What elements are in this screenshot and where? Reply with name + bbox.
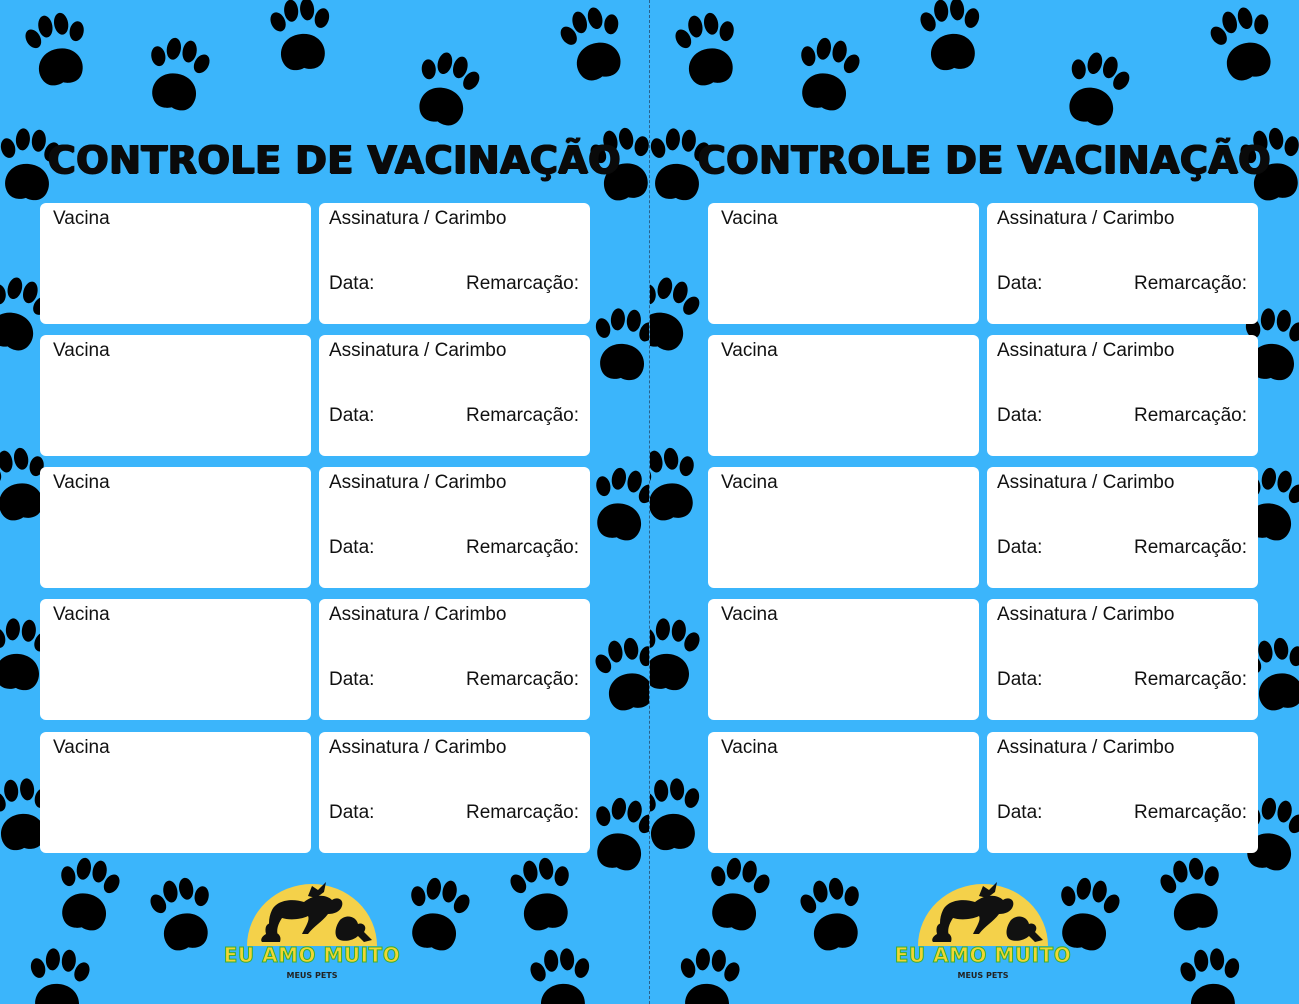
- vaccine-label: Vacina: [721, 472, 778, 493]
- vaccine-label: Vacina: [721, 604, 778, 625]
- signature-field[interactable]: [987, 335, 1258, 456]
- vaccine-field[interactable]: [708, 467, 979, 588]
- reschedule-label: Remarcação:: [1134, 537, 1247, 558]
- brand-logo: [893, 870, 1073, 990]
- vaccine-field[interactable]: [40, 203, 311, 324]
- vaccine-field[interactable]: [40, 335, 311, 456]
- date-label: Data:: [997, 537, 1043, 558]
- vaccine-field[interactable]: [40, 599, 311, 720]
- signature-field[interactable]: [319, 467, 590, 588]
- date-label: Data:: [329, 405, 375, 426]
- signature-field[interactable]: [319, 335, 590, 456]
- reschedule-label: Remarcação:: [1134, 802, 1247, 823]
- reschedule-label: Remarcação:: [466, 405, 579, 426]
- date-label: Data:: [997, 802, 1043, 823]
- logo-subtitle: MEUS PETS: [957, 971, 1009, 980]
- reschedule-label: Remarcação:: [466, 537, 579, 558]
- vaccine-field[interactable]: [40, 467, 311, 588]
- signature-field[interactable]: [987, 732, 1258, 853]
- reschedule-label: Remarcação:: [466, 802, 579, 823]
- logo-subtitle: MEUS PETS: [286, 971, 338, 980]
- date-label: Data:: [997, 405, 1043, 426]
- signature-label: Assinatura / Carimbo: [329, 737, 507, 758]
- signature-label: Assinatura / Carimbo: [997, 737, 1175, 758]
- vaccine-label: Vacina: [721, 340, 778, 361]
- date-label: Data:: [329, 802, 375, 823]
- reschedule-label: Remarcação:: [1134, 669, 1247, 690]
- vaccine-field[interactable]: [708, 335, 979, 456]
- vaccination-card-left: [0, 0, 649, 1004]
- reschedule-label: Remarcação:: [1134, 405, 1247, 426]
- reschedule-label: Remarcação:: [1134, 273, 1247, 294]
- pets-silhouette-icon: [893, 870, 1073, 950]
- signature-field[interactable]: [987, 599, 1258, 720]
- vaccine-label: Vacina: [53, 208, 110, 229]
- signature-label: Assinatura / Carimbo: [997, 604, 1175, 625]
- logo-name: EU AMO MUITO: [894, 943, 1072, 967]
- signature-field[interactable]: [987, 203, 1258, 324]
- pets-silhouette-icon: [222, 870, 402, 950]
- signature-label: Assinatura / Carimbo: [329, 208, 507, 229]
- signature-label: Assinatura / Carimbo: [997, 472, 1175, 493]
- vaccine-label: Vacina: [53, 604, 110, 625]
- vaccine-field[interactable]: [708, 732, 979, 853]
- vaccine-field[interactable]: [708, 599, 979, 720]
- vaccination-card-right: [650, 0, 1299, 1004]
- date-label: Data:: [329, 537, 375, 558]
- logo-name: EU AMO MUITO: [223, 943, 401, 967]
- signature-label: Assinatura / Carimbo: [997, 208, 1175, 229]
- date-label: Data:: [997, 273, 1043, 294]
- signature-field[interactable]: [319, 732, 590, 853]
- signature-field[interactable]: [987, 467, 1258, 588]
- signature-label: Assinatura / Carimbo: [997, 340, 1175, 361]
- vaccine-label: Vacina: [721, 208, 778, 229]
- reschedule-label: Remarcação:: [466, 669, 579, 690]
- vaccine-label: Vacina: [721, 737, 778, 758]
- vaccine-field[interactable]: [708, 203, 979, 324]
- signature-field[interactable]: [319, 599, 590, 720]
- date-label: Data:: [329, 273, 375, 294]
- vaccine-field[interactable]: [40, 732, 311, 853]
- reschedule-label: Remarcação:: [466, 273, 579, 294]
- page-title: CONTROLE DE VACINAÇÃO: [47, 138, 622, 182]
- vaccine-label: Vacina: [53, 340, 110, 361]
- signature-field[interactable]: [319, 203, 590, 324]
- signature-label: Assinatura / Carimbo: [329, 340, 507, 361]
- page-title: CONTROLE DE VACINAÇÃO: [697, 138, 1272, 182]
- date-label: Data:: [329, 669, 375, 690]
- vaccine-label: Vacina: [53, 737, 110, 758]
- date-label: Data:: [997, 669, 1043, 690]
- vaccine-label: Vacina: [53, 472, 110, 493]
- signature-label: Assinatura / Carimbo: [329, 472, 507, 493]
- signature-label: Assinatura / Carimbo: [329, 604, 507, 625]
- brand-logo: [222, 870, 402, 990]
